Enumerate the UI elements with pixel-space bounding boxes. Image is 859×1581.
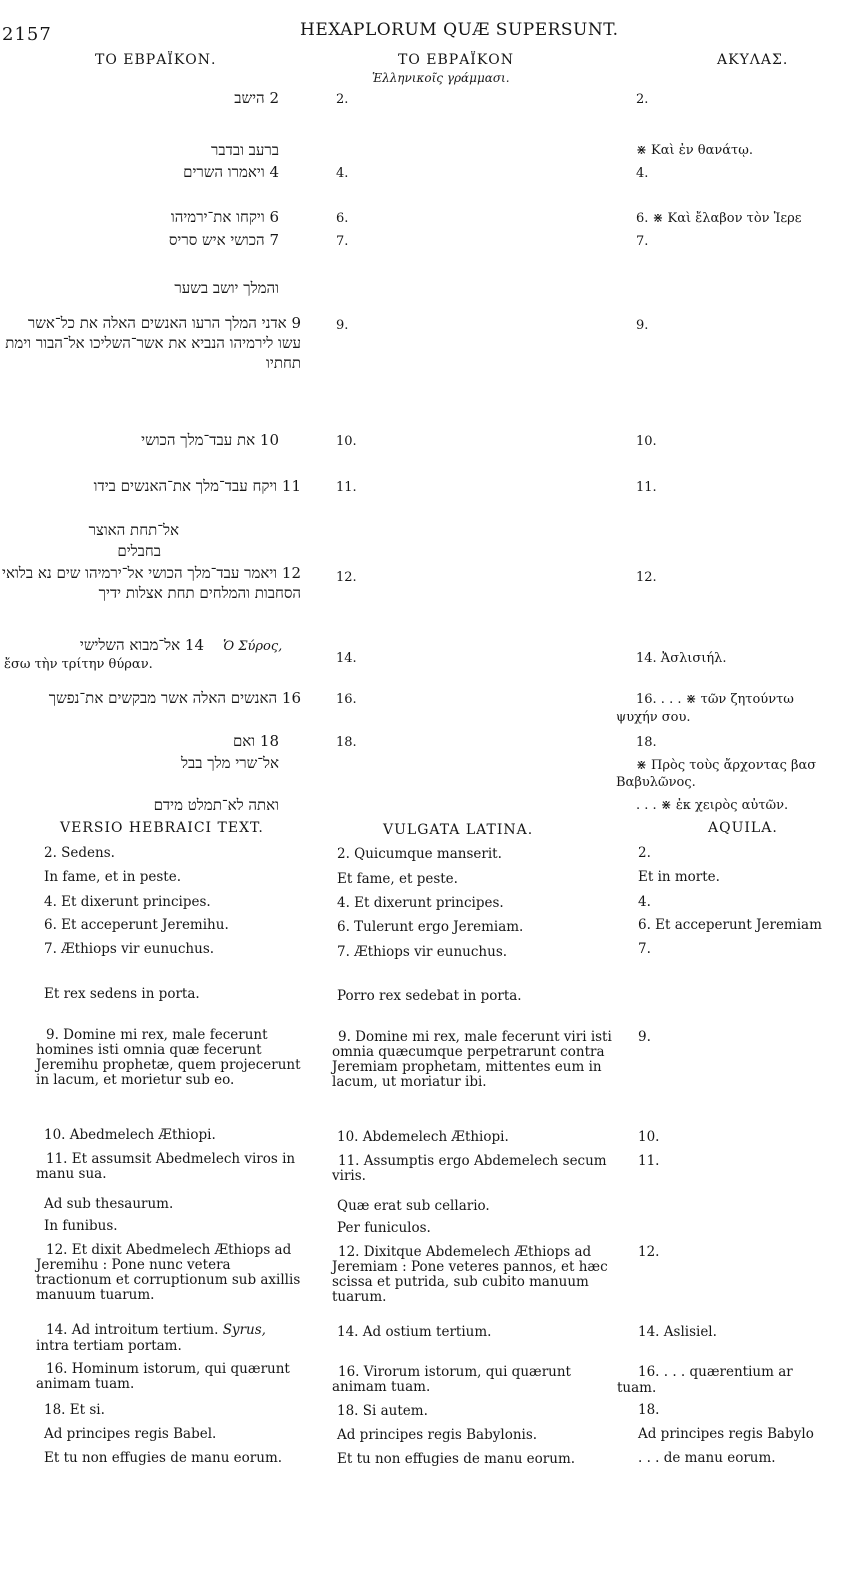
aquila-greek-text: 11.: [636, 480, 657, 495]
aquila-greek-text: 9.: [636, 318, 649, 333]
vulgata-text: Per funiculos.: [337, 1220, 431, 1236]
versio-text-block: 9. Domine mi rex, male fecerunt homines isti omnia quæ fecerunt Jeremihu prophetæ, quem projecerunt in lacum, et morietur sub eo.: [36, 1027, 301, 1088]
aquila-latin-text: 2.: [638, 845, 651, 861]
aquila-latin-text: Ad principes regis Babylo: [638, 1426, 814, 1442]
translit-verse: 16.: [336, 692, 357, 707]
versio-text-block: 12. Et dixit Abedmelech Æthiops ad Jeremihu : Pone nunc vetera tractionum et corruptionum sub axillis manuum tuarum.: [36, 1242, 301, 1303]
hebrew-text: 4 ויאמרו השרים: [183, 163, 279, 181]
aquila-latin-text: 16. . . . quærentium ar: [638, 1364, 793, 1380]
aquila-greek-text: 6. ⋇ Καὶ ἔλαβον τὸν Ἱερε: [636, 211, 802, 226]
translit-verse: 12.: [336, 570, 357, 585]
hebrew-text: 10 את עבד־מלך הכושי: [141, 431, 279, 449]
aquila-latin-text: 14. Aslisiel.: [638, 1324, 717, 1340]
column-head-hebrew-greek-letters: ΤΟ ΕΒΡΑΪΚΟΝ: [398, 52, 515, 68]
column-head-versio-hebraici: VERSIO HEBRAICI TEXT.: [60, 820, 264, 836]
aquila-latin-text: . . . de manu eorum.: [638, 1450, 776, 1466]
hebrew-text-block: 11 ויקח עבד־מלך את־האנשים בידו: [93, 477, 301, 495]
versio-text: Ad sub thesaurum.: [44, 1196, 174, 1212]
vulgata-text-block: 11. Assumptis ergo Abdemelech secum viris.: [332, 1153, 607, 1184]
vulgata-text: 14. Ad ostium tertium.: [337, 1324, 492, 1340]
aquila-greek-text: ⋇ Πρὸς τοὺς ἄρχοντας βασ: [636, 758, 817, 773]
translit-verse: 6.: [336, 211, 349, 226]
aquila-greek-text: 7.: [636, 234, 649, 249]
aquila-greek-text: 16. . . . ⋇ τῶν ζητούντω: [636, 692, 794, 707]
versio-text-block: 16. Hominum istorum, qui quærunt animam tuam.: [36, 1361, 290, 1392]
versio-text: 10. Abedmelech Æthiopi.: [44, 1127, 216, 1143]
hebrew-text: ואתה לא־תמלט מידם: [153, 796, 279, 814]
versio-text: 7. Æthiops vir eunuchus.: [44, 941, 215, 957]
syrus-greek-label: Ὁ Σύρος,: [223, 639, 283, 654]
versio-text: 2. Sedens.: [44, 845, 115, 861]
aquila-latin-text: 18.: [638, 1402, 660, 1418]
aquila-greek-text: ⋇ Καὶ ἐν θανάτῳ.: [636, 143, 753, 158]
aquila-greek-text-cont: ψυχήν σου.: [616, 710, 691, 725]
aquila-latin-text: 12.: [638, 1244, 660, 1260]
aquila-latin-text-cont: tuam.: [617, 1380, 657, 1396]
aquila-greek-text: . . . ⋇ ἐκ χειρὸς αὐτῶν.: [636, 798, 789, 813]
translit-verse: 11.: [336, 480, 357, 495]
vulgata-text-block: 16. Virorum istorum, qui quærunt animam tuam.: [332, 1364, 571, 1395]
hebrew-text: 14 אל־מבוא השלישי: [79, 636, 204, 654]
versio-text: [46, 1323, 266, 1338]
hebrew-text: 18 ואם: [232, 732, 279, 750]
versio-text: Et tu non effugies de manu eorum.: [44, 1450, 283, 1466]
aquila-latin-text: Et in morte.: [638, 869, 720, 885]
hebrew-text: אל־שרי מלך בבל: [181, 754, 279, 772]
vulgata-text: 10. Abdemelech Æthiopi.: [337, 1129, 509, 1145]
vulgata-text: Et fame, et peste.: [337, 871, 458, 887]
running-title: HEXAPLORUM QUÆ SUPERSUNT.: [300, 20, 619, 40]
column-head-vulgata: VULGATA LATINA.: [383, 822, 534, 838]
versio-syrus-label: Syrus,: [222, 1322, 266, 1338]
column-head-hebrew: ΤΟ ΕΒΡΑΪΚΟΝ.: [95, 52, 217, 68]
versio-text: In funibus.: [44, 1218, 118, 1234]
vulgata-text: 2. Quicumque manserit.: [337, 846, 502, 862]
aquila-greek-text: 10.: [636, 434, 657, 449]
hebrew-text: אל־תחת האוצר: [88, 521, 179, 539]
hebrew-text: בחבלים: [117, 542, 161, 560]
column-subhead-greek-letters: Ἑλληνικοῖς γράμμασι.: [372, 71, 510, 85]
hebrew-text: 2 הישב: [234, 89, 279, 107]
hebrew-text: והמלך יושב בשער: [174, 279, 279, 297]
hebrew-text-block: 9 אדני המלך הרעו האנשים האלה את כל־אשר עשו לירמיהו הנביא את אשר־השליכו אל־הבור וימת תחתיו: [5, 314, 301, 372]
versio-text-block: 11. Et assumsit Abedmelech viros in manu sua.: [36, 1151, 296, 1182]
syrus-greek-text: ἔσω τὴν τρίτην θύραν.: [4, 657, 153, 672]
vulgata-text: Quæ erat sub cellario.: [337, 1198, 490, 1214]
page-number: 2157: [2, 24, 52, 45]
aquila-greek-text: 2.: [636, 92, 649, 107]
aquila-latin-text: 11.: [638, 1153, 660, 1169]
vulgata-text: Et tu non effugies de manu eorum.: [337, 1451, 576, 1467]
aquila-latin-text: 7.: [638, 941, 651, 957]
hebrew-text: ברעב ובדבר: [211, 141, 279, 159]
vulgata-text: 6. Tulerunt ergo Jeremiam.: [337, 919, 524, 935]
translit-verse: 2.: [336, 92, 349, 107]
aquila-latin-text: 4.: [638, 894, 651, 910]
translit-verse: 7.: [336, 234, 349, 249]
translit-verse: 10.: [336, 434, 357, 449]
vulgata-text: 4. Et dixerunt principes.: [337, 895, 504, 911]
column-head-aquila-greek: ΑΚΥΛΑΣ.: [717, 52, 789, 68]
aquila-greek-text: 14. Ἀσλισιήλ.: [636, 651, 727, 666]
versio-text: 6. Et acceperunt Jeremihu.: [44, 917, 229, 933]
hebrew-text: 6 ויקחו את־ירמיהו: [170, 208, 279, 226]
versio-text: 18. Et si.: [44, 1402, 105, 1418]
translit-verse: 9.: [336, 318, 349, 333]
vulgata-text-block: 9. Domine mi rex, male fecerunt viri isti omnia quæcumque perpetrarunt contra Jeremiam prophetam, mittentes eum in lacum, ut moriatur ibi.: [332, 1029, 612, 1090]
versio-text-cont: intra tertiam portam.: [36, 1338, 182, 1354]
vulgata-text: Porro rex sedebat in porta.: [337, 988, 522, 1004]
translit-verse: 4.: [336, 166, 349, 181]
hebrew-text: 7 הכושי איש סריס: [168, 231, 279, 249]
versio-text: Et rex sedens in porta.: [44, 986, 200, 1002]
versio-text: 4. Et dixerunt principes.: [44, 894, 211, 910]
versio-text-main: 14. Ad introitum tertium.: [46, 1322, 219, 1338]
aquila-latin-text: 10.: [638, 1129, 660, 1145]
versio-text: In fame, et in peste.: [44, 869, 182, 885]
aquila-latin-text: 9.: [638, 1029, 651, 1045]
versio-text: Ad principes regis Babel.: [44, 1426, 217, 1442]
hebrew-text-block: 16 האנשים האלה אשר מבקשים את־נפשך: [48, 689, 301, 707]
aquila-latin-text: 6. Et acceperunt Jeremiam: [638, 917, 822, 933]
aquila-greek-text-cont: Βαβυλῶνος.: [616, 775, 696, 790]
translit-verse: 18.: [336, 735, 357, 750]
aquila-greek-text: 4.: [636, 166, 649, 181]
translit-verse: 14.: [336, 651, 357, 666]
aquila-greek-text: 18.: [636, 735, 657, 750]
vulgata-text: 18. Si autem.: [337, 1403, 428, 1419]
aquila-greek-text: 12.: [636, 570, 657, 585]
vulgata-text: Ad principes regis Babylonis.: [337, 1427, 538, 1443]
hebrew-text-block: 12 ויאמר עבד־מלך הכושי אל־ירמיהו שים נא בלואי הסחבות והמלחים תחת אצלות ידיך: [2, 564, 301, 602]
vulgata-text-block: 12. Dixitque Abdemelech Æthiops ad Jeremiam : Pone veteres pannos, et hæc scissa et putrida, sub cubito manuum tuarum.: [332, 1244, 608, 1305]
vulgata-text: 7. Æthiops vir eunuchus.: [337, 944, 508, 960]
column-head-aquila-latin: AQUILA.: [708, 820, 778, 836]
